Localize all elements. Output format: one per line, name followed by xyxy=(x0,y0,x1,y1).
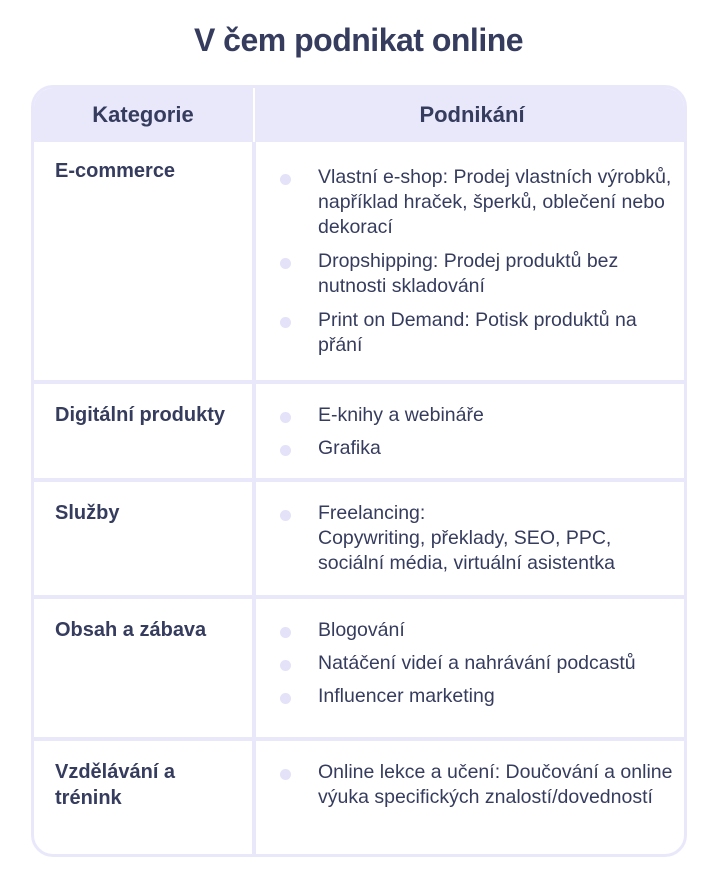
bullet-icon xyxy=(280,693,291,704)
category-education: Vzdělávání a trénink xyxy=(55,761,176,809)
bullet-icon xyxy=(280,258,291,269)
bullet-icon xyxy=(280,627,291,638)
list-item: Vlastní e-shop: Prodej vlastních výrobků, například hraček, šperků, oblečení nebo dekorací xyxy=(280,165,680,240)
page-title: V čem podnikat online xyxy=(193,22,524,58)
list-item: E-knihy a webináře xyxy=(280,403,680,428)
row-divider xyxy=(34,380,684,384)
list-item: Print on Demand: Potisk produktů na přání xyxy=(280,308,680,358)
business-table xyxy=(31,85,687,857)
header-business: Podnikání xyxy=(419,102,525,127)
header-category: Kategorie xyxy=(92,102,194,127)
category-services: Služby xyxy=(55,502,120,524)
list-item: Online lekce a učení: Doučování a online výuka specifických znalostí/dovedností xyxy=(280,760,680,810)
table-header xyxy=(34,88,684,142)
bullet-icon xyxy=(280,660,291,671)
header-divider xyxy=(253,88,255,142)
bullet-icon xyxy=(280,510,291,521)
bullet-icon xyxy=(280,769,291,780)
bullet-icon xyxy=(280,317,291,328)
category-content: Obsah a zábava xyxy=(55,619,207,641)
business-list-services xyxy=(280,501,680,584)
bullet-icon xyxy=(280,412,291,423)
bullet-icon xyxy=(280,445,291,456)
business-list-ecommerce xyxy=(280,165,680,366)
business-list-digital xyxy=(280,403,680,469)
row-divider xyxy=(34,595,684,599)
list-item: Freelancing: Copywriting, překlady, SEO, PPC, sociální média, virtuální asistentka xyxy=(280,501,680,576)
list-item: Dropshipping: Prodej produktů bez nutnosti skladování xyxy=(280,249,680,299)
list-item: Grafika xyxy=(280,436,680,461)
business-list-content xyxy=(280,618,680,717)
business-list-education xyxy=(280,760,680,818)
bullet-icon xyxy=(280,174,291,185)
category-ecommerce: E-commerce xyxy=(55,160,176,182)
list-item: Influencer marketing xyxy=(280,684,680,709)
list-item: Natáčení videí a nahrávání podcastů xyxy=(280,651,680,676)
category-digital-products: Digitální produkty xyxy=(55,404,225,426)
list-item: Blogování xyxy=(280,618,680,643)
row-divider xyxy=(34,737,684,741)
row-divider xyxy=(34,478,684,482)
